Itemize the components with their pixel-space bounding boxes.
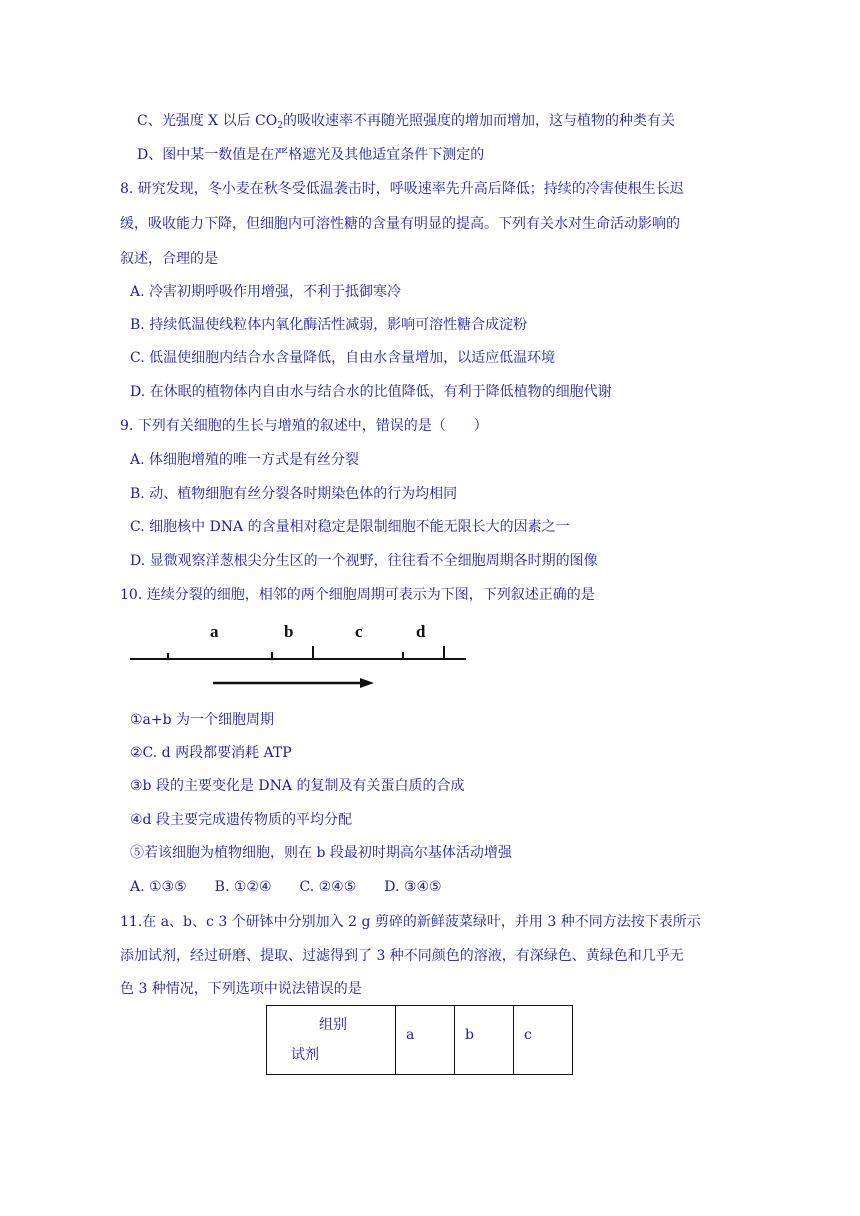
- q10-statement-3: ③b 段的主要变化是 DNA 的复制及有关蛋白质的合成: [130, 778, 465, 794]
- q11-stem-line-3: 色 3 种情况，下列选项中说法错误的是: [120, 981, 362, 997]
- table-col-c-label: c: [524, 1027, 532, 1043]
- q8-stem-line-3: 叙述，合理的是: [120, 251, 218, 267]
- q8-option-b: B. 持续低温使线粒体内氧化酶活性减弱，影响可溶性糖合成淀粉: [130, 317, 528, 333]
- q9-option-b: B. 动、植物细胞有丝分裂各时期染色体的行为均相同: [130, 486, 458, 502]
- table-col-b: [455, 1006, 514, 1075]
- q8-stem-line-2: 缓，吸收能力下降，但细胞内可溶性糖的含量有明显的提高。下列有关水对生命活动影响的: [120, 216, 680, 232]
- diagram-label-b: b: [284, 622, 294, 641]
- table-header-reagent: 试剂: [291, 1047, 319, 1063]
- q7-option-c: [137, 111, 675, 136]
- q7-option-c-subscript: 2: [277, 121, 283, 131]
- diagram-label-d: d: [416, 622, 426, 641]
- q7-option-c-text: C、光强度 X 以后 CO: [137, 113, 278, 129]
- q10-choices: A. ①③⑤ B. ①②④ C. ②④⑤ D. ③④⑤: [130, 879, 442, 895]
- table-col-b-label: b: [465, 1027, 474, 1043]
- q11-stem-line-2: 添加试剂，经过研磨、提取、过滤得到了 3 种不同颜色的溶液，有深绿色、黄绿色和几乎无: [120, 948, 684, 964]
- q10-statement-1: ①a+b 为一个细胞周期: [130, 712, 275, 728]
- q10-stem: 10. 连续分裂的细胞，相邻的两个细胞周期可表示为下图，下列叙述正确的是: [120, 587, 595, 603]
- q7-option-d: D、图中某一数值是在严格遮光及其他适宜条件下测定的: [137, 147, 485, 163]
- q11-stem-line-1: 11.在 a、b、c 3 个研钵中分别加入 2 g 剪碎的新鲜菠菜绿叶，并用 3 种不同方法按下表所示: [120, 914, 701, 930]
- q10-statement-5: ⑤若该细胞为植物细胞，则在 b 段最初时期高尔基体活动增强: [130, 845, 512, 861]
- q10-statement-2: ②C. d 两段都要消耗 ATP: [130, 745, 292, 761]
- q9-option-c: C. 细胞核中 DNA 的含量相对稳定是限制细胞不能无限长大的因素之一: [130, 519, 570, 535]
- diagram-label-c: c: [355, 622, 363, 641]
- table-col-a: [396, 1006, 455, 1075]
- q8-stem-line-1: 8. 研究发现，冬小麦在秋冬受低温袭击时，呼吸速率先升高后降低；持续的冷害使根生长迟: [120, 181, 684, 197]
- direction-arrow-head: [360, 678, 374, 688]
- diagram-label-a: a: [210, 622, 219, 641]
- q11-table-container: [266, 1005, 573, 1075]
- q9-stem: 9. 下列有关细胞的生长与增殖的叙述中，错误的是（ ）: [120, 418, 488, 434]
- table-header-group: 组别: [319, 1017, 347, 1033]
- q9-option-a: A. 体细胞增殖的唯一方式是有丝分裂: [130, 452, 360, 468]
- q11-reagent-table: [266, 1005, 573, 1075]
- table-col-a-label: a: [406, 1027, 415, 1043]
- q9-option-d: D. 显微观察洋葱根尖分生区的一个视野，往往看不全细胞周期各时期的图像: [130, 553, 598, 569]
- q8-option-a: A. 冷害初期呼吸作用增强，不利于抵御寒冷: [130, 284, 402, 300]
- table-header-diagonal-cell: [267, 1006, 396, 1075]
- q8-option-c: C. 低温使细胞内结合水含量降低，自由水含量增加，以适应低温环境: [130, 350, 556, 366]
- cell-cycle-diagram: [128, 618, 470, 692]
- table-row: [267, 1006, 573, 1075]
- q7-option-c-text-end: 的吸收速率不再随光照强度的增加而增加，这与植物的种类有关: [282, 113, 675, 129]
- table-col-c: [514, 1006, 573, 1075]
- q8-option-d: D. 在休眠的植物体内自由水与结合水的比值降低，有利于降低植物的细胞代谢: [130, 384, 612, 400]
- q10-statement-4: ④d 段主要完成遗传物质的平均分配: [130, 812, 352, 828]
